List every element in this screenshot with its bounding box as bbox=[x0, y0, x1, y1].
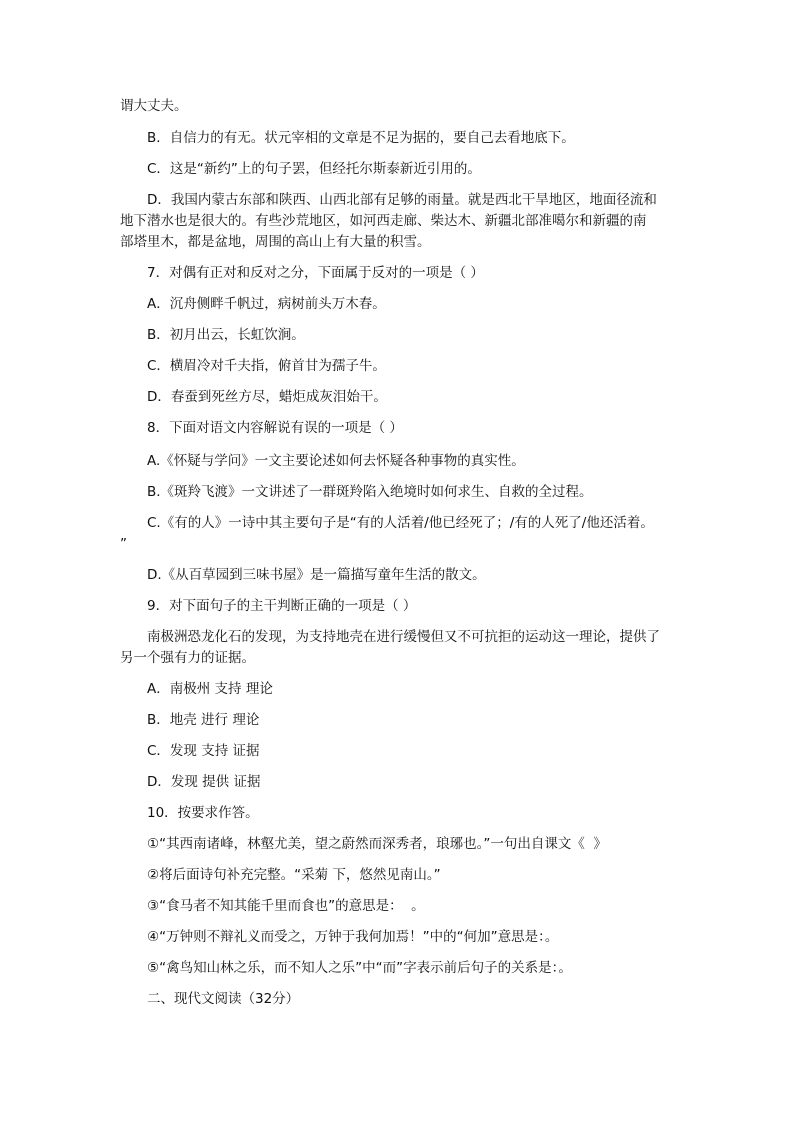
question-stem: 10．按要求作答。 bbox=[120, 805, 259, 821]
sub-question: ②将后面诗句补充完整。“采菊 下，悠然见南山。” bbox=[120, 867, 441, 883]
answer-option: B.《斑羚飞渡》一文讲述了一群斑羚陷入绝境时如何求生、自救的全过程。 bbox=[120, 484, 593, 500]
answer-option: D．春蚕到死丝方尽，蜡炬成灰泪始干。 bbox=[120, 389, 387, 405]
answer-option: A．沉舟侧畔千帆过，病树前头万木春。 bbox=[120, 296, 386, 312]
answer-option: C．横眉冷对千夫指，俯首甘为孺子牛。 bbox=[120, 358, 386, 374]
answer-option: D.《从百草园到三味书屋》是一篇描写童年生活的散文。 bbox=[120, 567, 486, 583]
answer-option: A．南极州 支持 理论 bbox=[120, 681, 273, 697]
text-line: 地下潜水也是很大的。有些沙荒地区，如河西走廊、柴达木、新疆北部准噶尔和新疆的南 bbox=[120, 213, 647, 229]
text-line: B．自信力的有无。状元宰相的文章是不足为据的，要自己去看地底下。 bbox=[120, 130, 575, 146]
answer-option: C．发现 支持 证据 bbox=[120, 743, 260, 759]
question-stem: 9．对下面句子的主干判断正确的一项是（ ） bbox=[120, 598, 417, 614]
answer-option: B．地壳 进行 理论 bbox=[120, 712, 260, 728]
text-line: ” bbox=[120, 536, 127, 552]
sub-question: ⑤“禽鸟知山林之乐，而不知人之乐”中“而”字表示前后句子的关系是：。 bbox=[120, 960, 572, 976]
question-stem: 7．对偶有正对和反对之分，下面属于反对的一项是（ ） bbox=[120, 265, 484, 281]
text-line: D．我国内蒙古东部和陕西、山西北部有足够的雨量。就是西北干旱地区，地面径流和 bbox=[120, 192, 657, 208]
answer-option: B．初月出云，长虹饮涧。 bbox=[120, 327, 305, 343]
text-line: 南极洲恐龙化石的发现，为支持地壳在进行缓慢但又不可抗拒的运动这一理论，提供了 bbox=[120, 629, 660, 645]
text-line: C．这是“新约”上的句子罢，但经托尔斯泰新近引用的。 bbox=[120, 161, 481, 177]
section-heading: 二、现代文阅读（32分） bbox=[120, 991, 300, 1007]
answer-option: D．发现 提供 证据 bbox=[120, 774, 261, 790]
answer-option: C.《有的人》一诗中其主要句子是“有的人活着/他已经死了；/有的人死了/他还活着。 bbox=[120, 515, 654, 531]
answer-option: A.《怀疑与学问》一文主要论述如何去怀疑各种事物的真实性。 bbox=[120, 453, 525, 469]
text-line: 部塔里木，都是盆地，周围的高山上有大量的积雪。 bbox=[120, 234, 431, 250]
sub-question: ④“万钟则不辩礼义而受之，万钟于我何加焉！”中的“何加”意思是：。 bbox=[120, 929, 559, 945]
sub-question: ①“其西南诸峰，林壑尤美，望之蔚然而深秀者，琅琊也。”一句出自课文《 》 bbox=[120, 836, 607, 852]
question-stem: 8．下面对语文内容解说有误的一项是（ ） bbox=[120, 420, 403, 436]
text-line: 谓大丈夫。 bbox=[120, 98, 188, 114]
sub-question: ③“食马者不知其能千里而食也”的意思是： 。 bbox=[120, 898, 425, 914]
text-line: 另一个强有力的证据。 bbox=[120, 650, 255, 666]
